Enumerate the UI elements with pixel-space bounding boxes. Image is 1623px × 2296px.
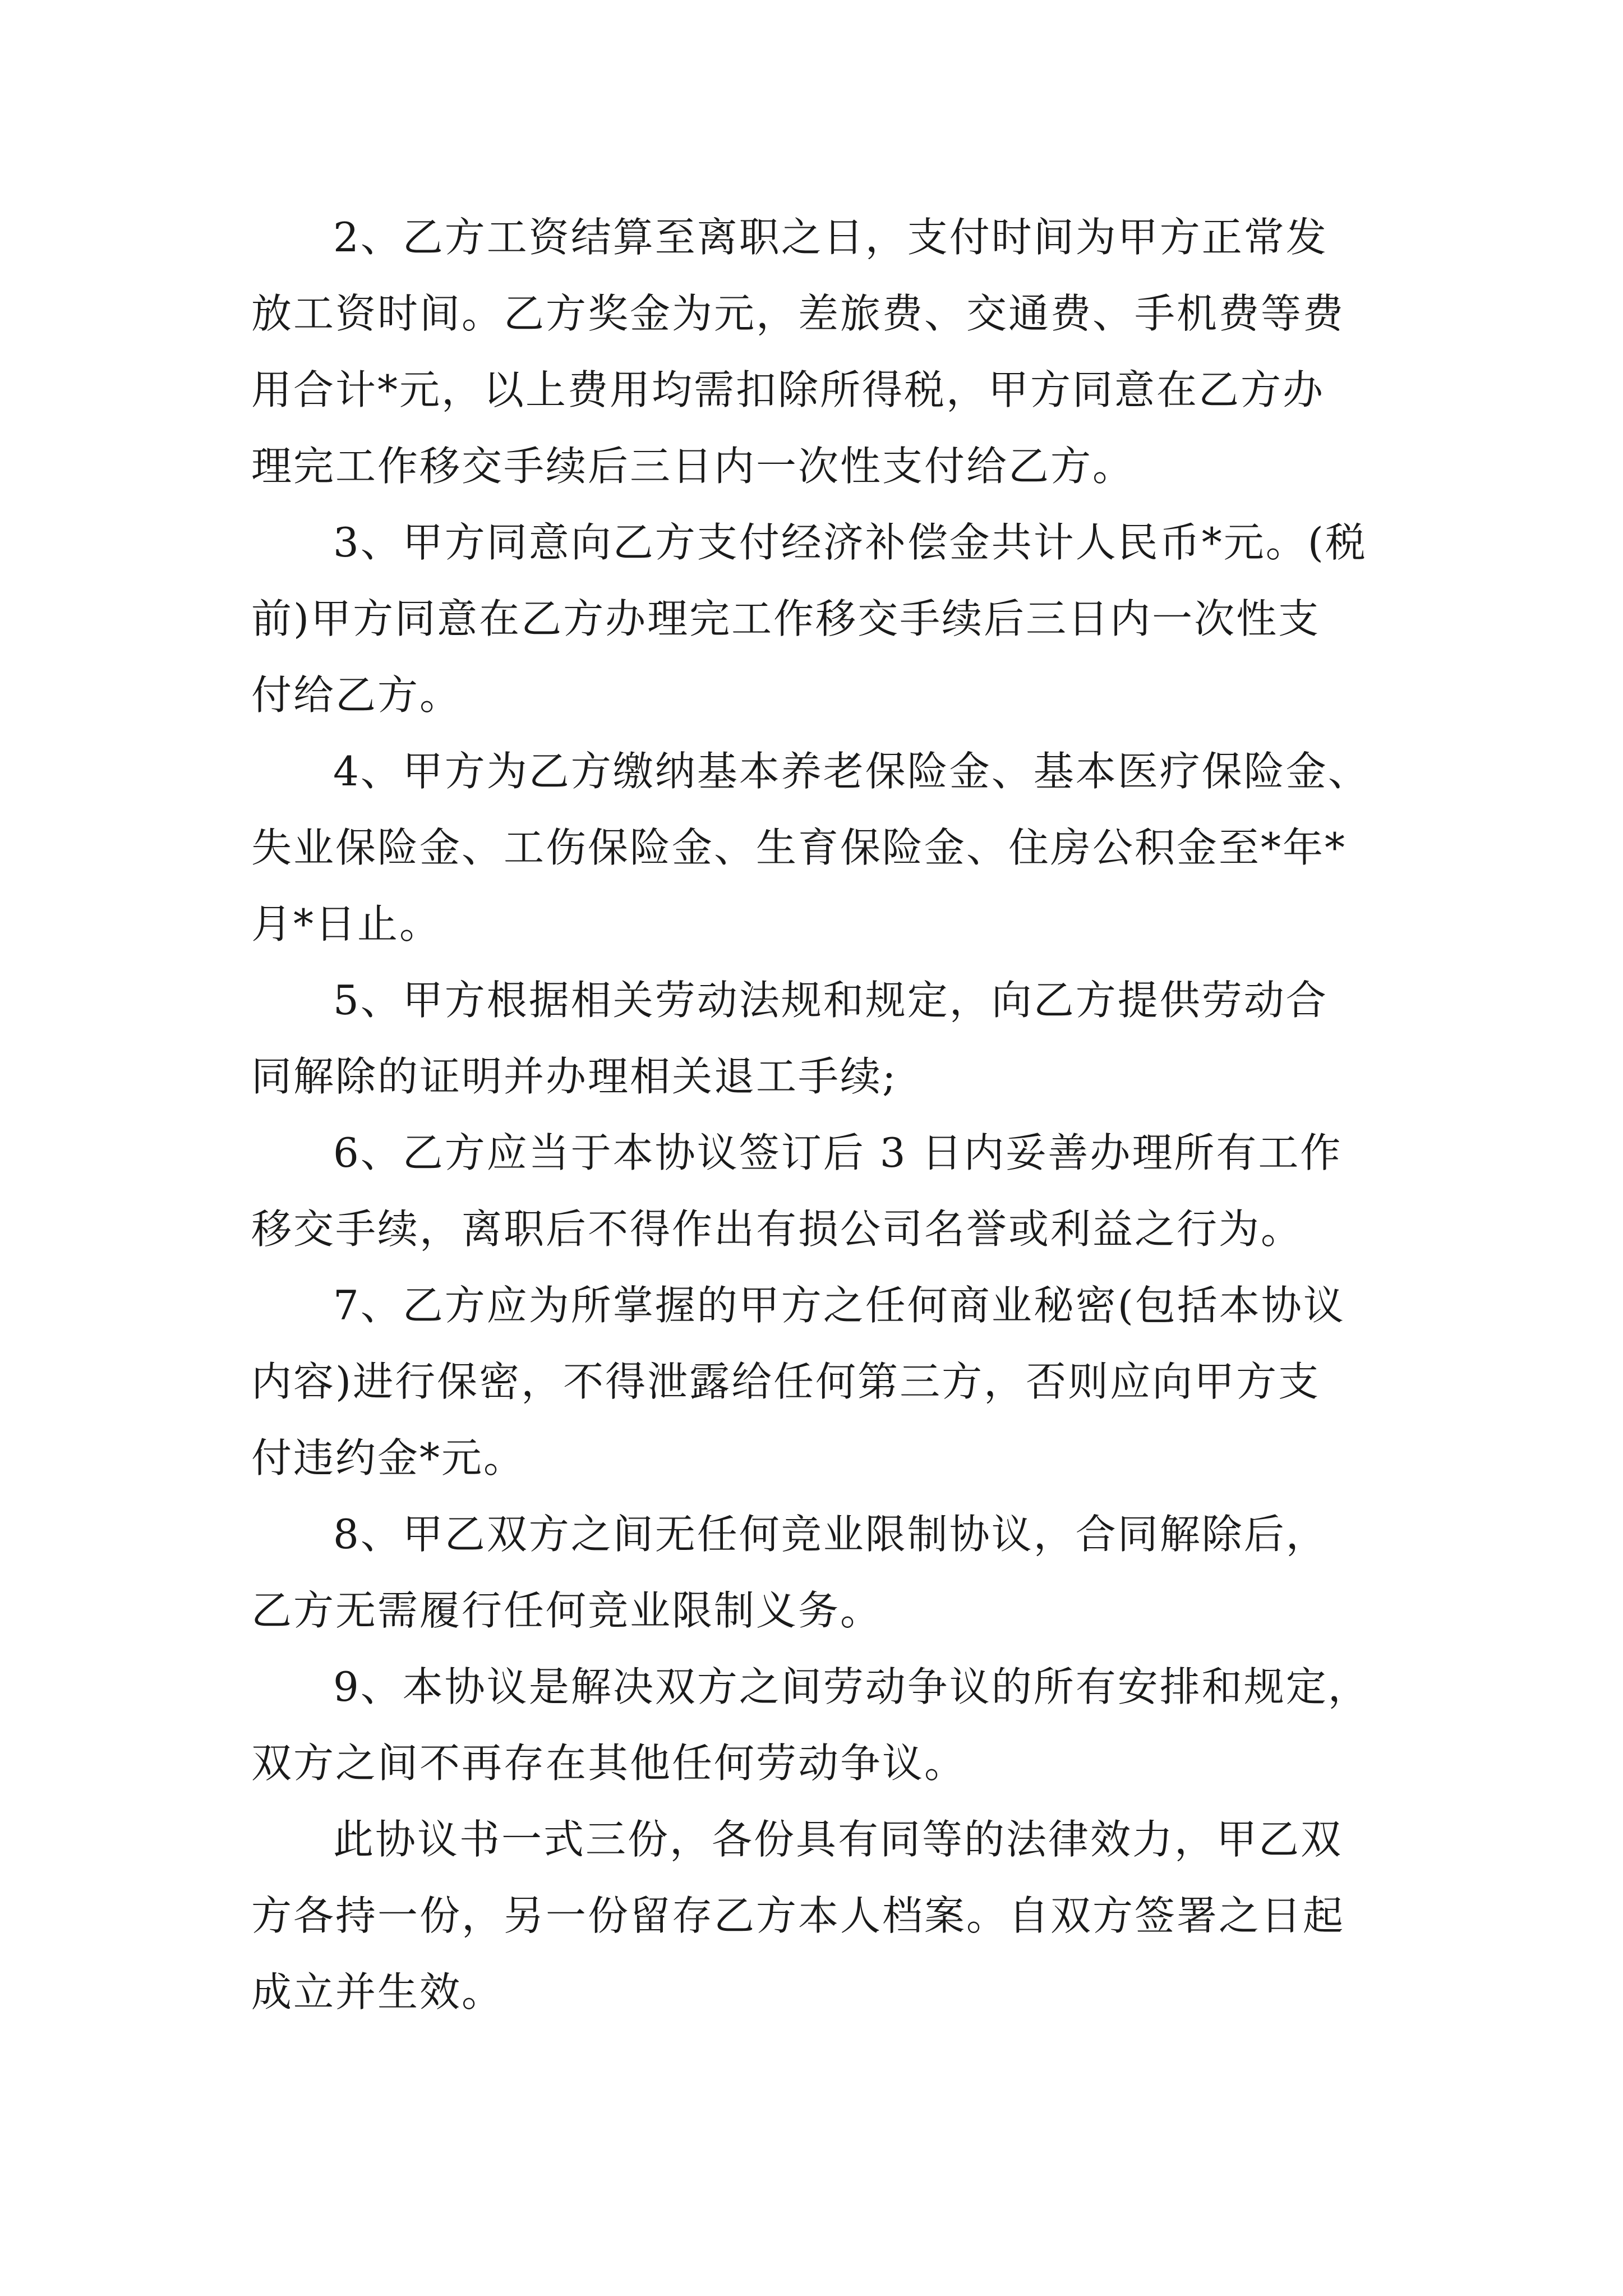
clause-7-line-3: 付违约金*元。 xyxy=(251,1434,526,1481)
closing-line-2: 方各持一份，另一份留存乙方本人档案。自双方签署之日起 xyxy=(251,1892,1345,1939)
clause-9-line-2: 双方之间不再存在其他任何劳动争议。 xyxy=(251,1740,967,1787)
clause-3-line-2: 前)甲方同意在乙方办理完工作移交手续后三日内一次性支 xyxy=(251,595,1321,642)
document-body xyxy=(251,199,1395,2030)
clause-2-line-1: 2、乙方工资结算至离职之日，支付时间为甲方正常发 xyxy=(333,214,1328,261)
clause-3-line-1: 3、甲方同意向乙方支付经济补偿金共计人民币*元。(税 xyxy=(333,519,1367,566)
clause-7-line-1: 7、乙方应为所掌握的甲方之任何商业秘密(包括本协议 xyxy=(333,1282,1345,1329)
clause-5-line-2: 同解除的证明并办理相关退工手续; xyxy=(251,1053,898,1100)
clause-4-line-1: 4、甲方为乙方缴纳基本养老保险金、基本医疗保险金、 xyxy=(333,748,1370,795)
clause-6-line-2: 移交手续，离职后不得作出有损公司名誉或利益之行为。 xyxy=(251,1205,1303,1253)
clause-2-line-3: 用合计*元，以上费用均需扣除所得税，甲方同意在乙方办 xyxy=(251,366,1325,413)
clause-4-line-3: 月*日止。 xyxy=(251,900,442,947)
closing-line-1: 此协议书一式三份，各份具有同等的法律效力，甲乙双 xyxy=(333,1816,1343,1863)
clause-5-line-1: 5、甲方根据相关劳动法规和规定，向乙方提供劳动合 xyxy=(333,977,1328,1024)
clause-3-line-3: 付给乙方。 xyxy=(251,671,462,719)
clause-2-line-2: 放工资时间。乙方奖金为元，差旅费、交通费、手机费等费 xyxy=(251,290,1345,337)
clause-2-line-4: 理完工作移交手续后三日内一次性支付给乙方。 xyxy=(251,443,1135,490)
clause-6-line-1: 6、乙方应当于本协议签订后 3 日内妥善办理所有工作 xyxy=(333,1129,1343,1176)
clause-7-line-2: 内容)进行保密，不得泄露给任何第三方，否则应向甲方支 xyxy=(251,1358,1321,1405)
clause-4-line-2: 失业保险金、工伤保险金、生育保险金、住房公积金至*年* xyxy=(251,824,1347,871)
clause-8-line-1: 8、甲乙双方之间无任何竞业限制协议，合同解除后， xyxy=(333,1511,1328,1558)
clause-8-line-2: 乙方无需履行任何竞业限制义务。 xyxy=(251,1587,883,1634)
clause-9-line-1: 9、本协议是解决双方之间劳动争议的所有安排和规定， xyxy=(333,1663,1370,1710)
closing-line-3: 成立并生效。 xyxy=(251,1968,504,2016)
